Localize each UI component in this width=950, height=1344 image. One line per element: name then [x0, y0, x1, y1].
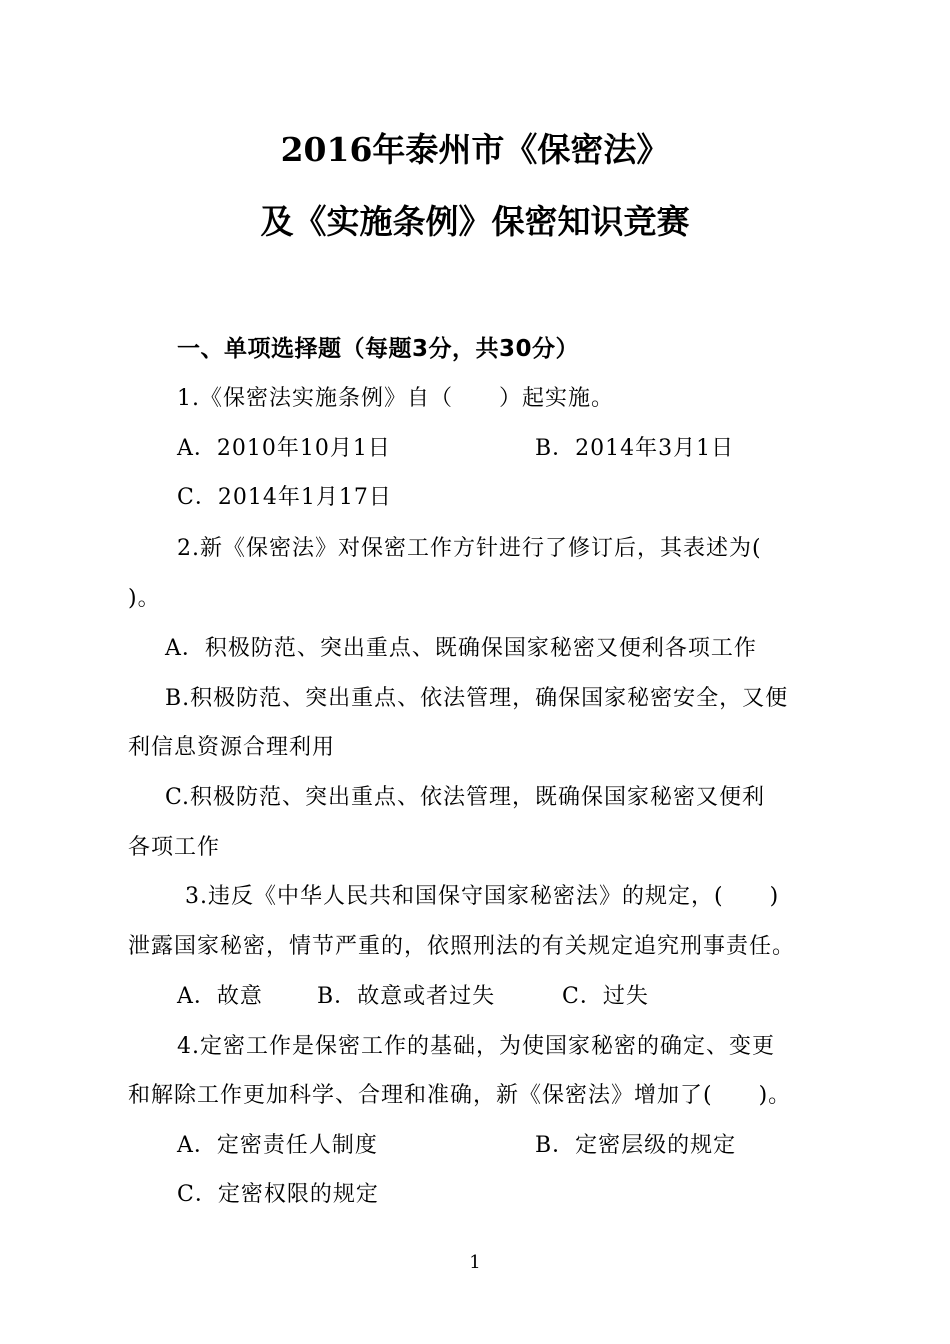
question-4-option-a: A．定密责任人制度 — [177, 1133, 378, 1158]
question-2-option-c-line-2: 各项工作 — [128, 835, 221, 860]
question-2-option-b-line-2: 利信息资源合理利用 — [128, 735, 336, 760]
question-1-option-a: A．2010年10月1日 — [177, 436, 391, 461]
question-1-option-b: B．2014年3月1日 — [535, 436, 735, 461]
document-title-line-2: 及《实施条例》保密知识竞赛 — [260, 202, 690, 241]
question-2-text-line-2: )。 — [128, 586, 161, 611]
question-2-text-line-1: 2.新《保密法》对保密工作方针进行了修订后，其表述为( — [177, 536, 762, 561]
question-3-text-line-2: 泄露国家秘密，情节严重的，依照刑法的有关规定追究刑事责任。 — [128, 934, 796, 959]
question-1-text: 1.《保密法实施条例》自（ ）起实施。 — [177, 386, 614, 411]
question-4-option-c: C．定密权限的规定 — [177, 1182, 379, 1207]
section-heading-single-choice: 一、单项选择题（每题3分，共30分） — [177, 336, 580, 362]
question-3-text-line-1: 3.违反《中华人民共和国保守国家秘密法》的规定，( ) — [185, 884, 780, 909]
document-title-line-1: 2016年泰州市《保密法》 — [280, 130, 670, 169]
question-3-option-a: A．故意 — [177, 984, 263, 1009]
question-4-text-line-2: 和解除工作更加科学、合理和准确，新《保密法》增加了( )。 — [128, 1083, 792, 1108]
question-2-option-a: A．积极防范、突出重点、既确保国家秘密又便利各项工作 — [165, 636, 757, 661]
question-3-option-c: C．过失 — [562, 984, 649, 1009]
question-1-option-c: C．2014年1月17日 — [177, 485, 392, 510]
question-4-text-line-1: 4.定密工作是保密工作的基础，为使国家秘密的确定、变更 — [177, 1034, 775, 1059]
question-2-option-b-line-1: B.积极防范、突出重点、依法管理，确保国家秘密安全，又便 — [165, 686, 789, 711]
question-3-option-b: B．故意或者过失 — [317, 984, 496, 1009]
page-number: 1 — [469, 1252, 481, 1273]
question-2-option-c-line-1: C.积极防范、突出重点、依法管理，既确保国家秘密又便利 — [165, 785, 766, 810]
question-4-option-b: B．定密层级的规定 — [535, 1133, 737, 1158]
